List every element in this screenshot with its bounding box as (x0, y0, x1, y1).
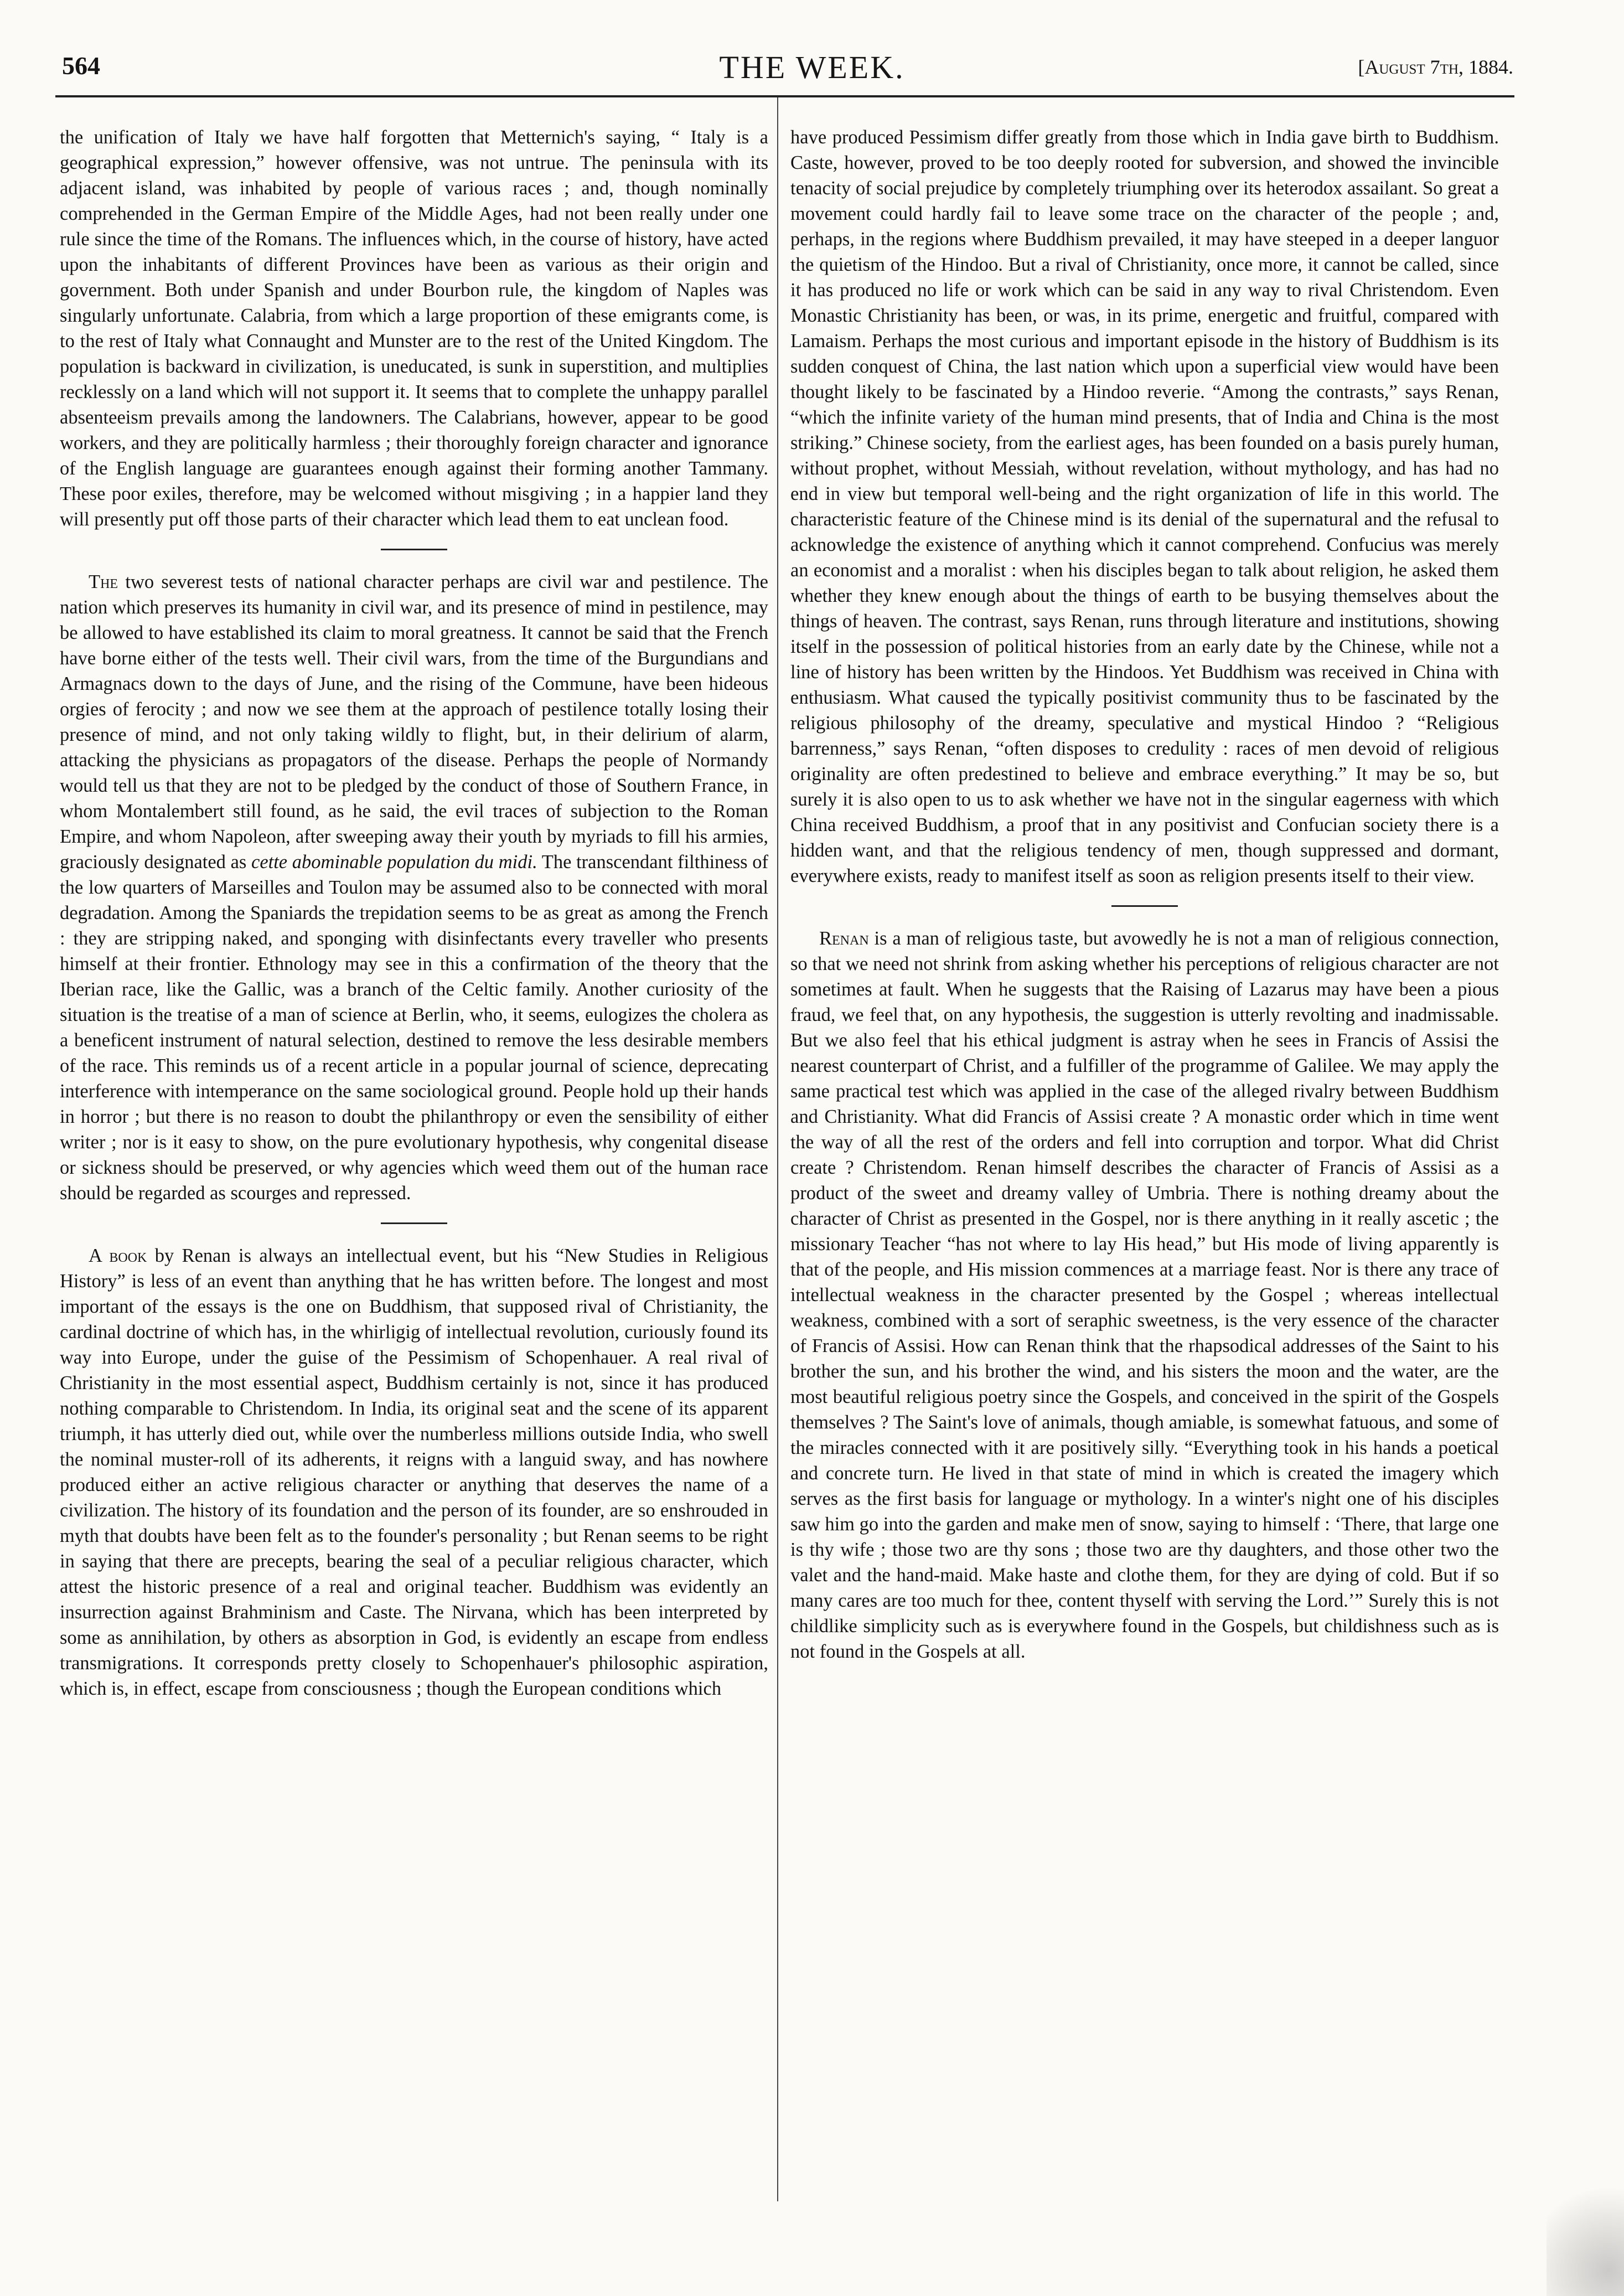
section-separator (381, 549, 447, 550)
masthead-title: THE WEEK. (719, 49, 905, 85)
paragraph-text: is a man of religious taste, but avowedly he is not a man of religious connection, so that we need not shrink from asking whether his perceptions of religious character are not sometimes at fault. When he suggests that the Raising of Lazarus may have been a pious fraud, we feel that, on any hypothesis, the suggestion is utterly revolting and inadmissable. But we also feel that his ethical judgment is astray when he sees in Francis of Assisi the nearest counterpart of Christ, and a fulfiller of the programme of Galilee. We may apply the same practical test which was applied in the case of the alleged rivalry between Buddhism and Christianity. What did Francis of Assisi create ? A monastic order which in time went the way of all the rest of the orders and fell into corruption and torpor. What did Christ create ? Christendom. Renan himself describes the character of Francis of Assisi as a product of the sweet and dreamy valley of Umbria. There is nothing dreamy about the character of Christ as presented in the Gospel, nor is there anything in it really ascetic ; the missionary Teacher “has not where to lay His head,” but His mode of living apparently is that of the people, and His mission commences at a marriage feast. Nor is there any trace of intellectual weakness in the character presented by the Gospel ; whereas intellectual weakness, combined with a sort of seraphic sweetness, is the very essence of the character of Francis of Assisi. How can Renan think that the rhapsodical addresses of the Saint to his brother the sun, and his brother the wind, and his sisters the moon and the water, are the most beautiful religious poetry since the Gospels, and conceived in the spirit of the Gospels themselves ? The Saint's love of animals, though amiable, is somewhat fatuous, and some of the miracles connected with it are positively silly. “Everything took in his hands a poetical and concrete turn. He lived in that state of mind in which is created the imagery which serves as the first basis for language or mythology. In a winter's night one of his disciples saw him go into the garden and make men of snow, saying to himself : ‘There, that large one is thy wife ; those two are thy sons ; those two are thy daughters, and those other two the valet and the hand-maid. Make haste and clothe them, for they are dying of cold. But if so many cares are too much for thee, content thyself with serving the Lord.’” Surely this is not childlike simplicity such as is everywhere found in the Gospels, but childishness such as is not found in the Gospels at all. (790, 928, 1499, 1662)
paragraph-text: The transcendant filthiness of the low quarters of Marseilles and Toulon may be assumed also to be connected with moral degradation. Among the Spaniards the trepidation seems to be as great as among the French : they are stripping naked, and sponging with disinfectants every traveller who presents himself at their frontier. Ethnology may see in this a confirmation of the theory that the Iberian race, like the Gallic, was a branch of the Celtic family. Another curiosity of the situation is the treatise of a man of science at Berlin, who, it seems, eulogizes the cholera as a beneficent instrument of natural selection, destined to remove the less desirable members of the race. This reminds us of a recent article in a popular journal of science, deprecating interference with intemperance on the same sociological ground. People hold up their hands in horror ; but there is no reason to doubt the philanthropy or even the sensibility of either writer ; nor is it easy to show, on the pure evolutionary hypothesis, why congenital disease or sickness should be preserved, or why agencies which weed them out of the human race should be regarded as scourges and repressed. (60, 852, 768, 1204)
lead-word: A book (89, 1245, 147, 1266)
paragraph-text: by Renan is always an intellectual event, but his “New Studies in Religious History” is less of an event than anything that he has written before. The longest and most important of the essays is the one on Buddhism, that supposed rival of Christianity, the cardinal doctrine of which has, in the whirligig of intellectual revolution, curiously found its way into Europe, under the guise of the Pessimism of Schopenhauer. A real rival of Christianity in the most essential aspect, Buddhism certainly is not, since it has produced nothing comparable to Christendom. In India, its original seat and the scene of its apparent triumph, it has utterly died out, while over the numberless millions outside India, who swell the nominal muster-roll of its adherents, it reigns with a languid sway, and has nowhere produced either an active religious character or anything that deserves the name of a civilization. The history of its foundation and the person of its founder, are so enshrouded in myth that doubts have been felt as to the founder's personality ; but Renan seems to be right in saying that there are precepts, bearing the seal of a peculiar religious character, which attest the historic presence of a real and original teacher. Buddhism was evidently an insurrection against Brahminism and Caste. The Nirvana, which has been interpreted by some as annihilation, by others as absorption in God, is evidently an escape from endless transmigrations. It corresponds pretty closely to Schopenhauer's philosophic aspiration, which is, in effect, escape from consciousness ; though the European conditions which (60, 1245, 769, 1699)
left-column (60, 125, 768, 1701)
article-renan-francis (790, 926, 1499, 1664)
lead-word: The (89, 571, 118, 592)
article-italian-emigrants: the unification of Italy we have half forgotten that Metternich's saying, “ Italy is a geographical expression,” however offensive, was not untrue. The peninsula with its adjacent island, was inhabited by people of various races ; and, though nominally comprehended in the German Empire of the Middle Ages, had not been really under one rule since the time of the Romans. The influences which, in the course of history, have acted upon the inhabitants of different Provinces have been as various as their origin and government. Both under Spanish and under Bourbon rule, the kingdom of Naples was singularly unfortunate. Calabria, from which a large proportion of these emigrants come, is to the rest of Italy what Connaught and Munster are to the rest of the United Kingdom. The population is backward in civilization, is uneducated, is sunk in superstition, and multiplies recklessly on a land which will not support it. It seems that to complete the unhappy parallel absenteeism prevails among the landowners. The Calabrians, however, appear to be good workers, and they are politically harmless ; their thoroughly foreign character and ignorance of the English language are guarantees enough against their forming another Tammany. These poor exiles, therefore, may be welcomed without misgiving ; in a happier land they will presently put off those parts of their character which lead them to eat unclean food. (60, 127, 768, 530)
header-rule (55, 95, 1514, 97)
paper-stain (1547, 2169, 1624, 2296)
issue-date: [August 7th, 1884. (1358, 56, 1513, 78)
section-separator (1111, 905, 1178, 907)
lead-word: Renan (819, 928, 869, 949)
right-column (790, 125, 1499, 1664)
page-number: 564 (62, 51, 100, 80)
article-renan-buddhism (60, 1243, 768, 1701)
paragraph-text: two severest tests of national character perhaps are civil war and pestilence. The nation which preserves its humanity in civil war, and its presence of mind in pestilence, may be allowed to have established its claim to moral greatness. It cannot be said that the French have borne either of the tests well. Their civil wars, from the time of the Burgundians and Armagnacs down to the days of June, and the rising of the Commune, have been hideous orgies of ferocity ; and now we see them at the approach of pestilence totally losing their presence of mind, and not only taking wildly to flight, but, in their delirium of alarm, attacking the physicians as propagators of the disease. Perhaps the people of Normandy would tell us that they are not to be pledged by the conduct of those of Southern France, in whom Montalembert still found, as he said, the evil traces of subjection to the Roman Empire, and whom Napoleon, after sweeping away their youth by myriads to fill his armies, graciously designated as (60, 571, 768, 873)
column-divider (777, 97, 778, 2201)
article-civil-war-pestilence (60, 569, 768, 1206)
section-separator (381, 1222, 447, 1224)
article-buddhism-continued: have produced Pessimism differ greatly from those which in India gave birth to Buddhism. Caste, however, proved to be too deeply rooted for subversion, and showed the invincible tenacity of social prejudice by completely triumphing over its heterodox assailant. So great a movement could hardly fail to leave some trace on the character of the people ; and, perhaps, in the regions where Buddhism prevailed, it may have steeped in a deeper languor the quietism of the Hindoo. But a rival of Christianity, once more, it cannot be called, since it has produced no life or work which can be said in any way to rival Christendom. Even Monastic Christianity has been, or was, in its prime, energetic and fruitful, compared with Lamaism. Perhaps the most curious and important episode in the history of Buddhism is its sudden conquest of China, the last nation which upon a superficial view would have been thought likely to be fascinated by a Hindoo reverie. “Among the contrasts,” says Renan, “which the infinite variety of the human mind presents, that of India and China is the most striking.” Chinese society, from the earliest ages, has been founded on a basis purely human, without prophet, without Messiah, without revelation, without mythology, and has had no end in view but temporal well-being and the right organization of life in this world. The characteristic feature of the Chinese mind is its denial of the supernatural and the refusal to acknowledge the existence of anything which it cannot comprehend. Confucius was merely an economist and a moralist : when his disciples began to talk about religion, he asked them whether they knew enough about the things of earth to be busying themselves about the things of heaven. The contrast, says Renan, runs through literature and institutions, showing itself in the possession of political histories from an early date by the Chinese, while not a line of history has been written by the Hindoos. Yet Buddhism was received in China with enthusiasm. What caused the typically positivist community thus to be fascinated by the religious philosophy of the dreamy, speculative and mystical Hindoo ? “Religious barrenness,” says Renan, “often disposes to credulity : races of men devoid of religious originality are often predestined to believe and embrace everything.” It may be so, but surely it is also open to us to ask whether we have not in the singular eagerness with which China received Buddhism, a proof that in any positivist and Confucian society there is a hidden want, and that the religious tendency of men, though suppressed and dormant, everywhere exists, ready to manifest itself as soon as religion presents itself to their view. (790, 127, 1499, 886)
italic-quote: cette abominable population du midi. (251, 852, 537, 873)
